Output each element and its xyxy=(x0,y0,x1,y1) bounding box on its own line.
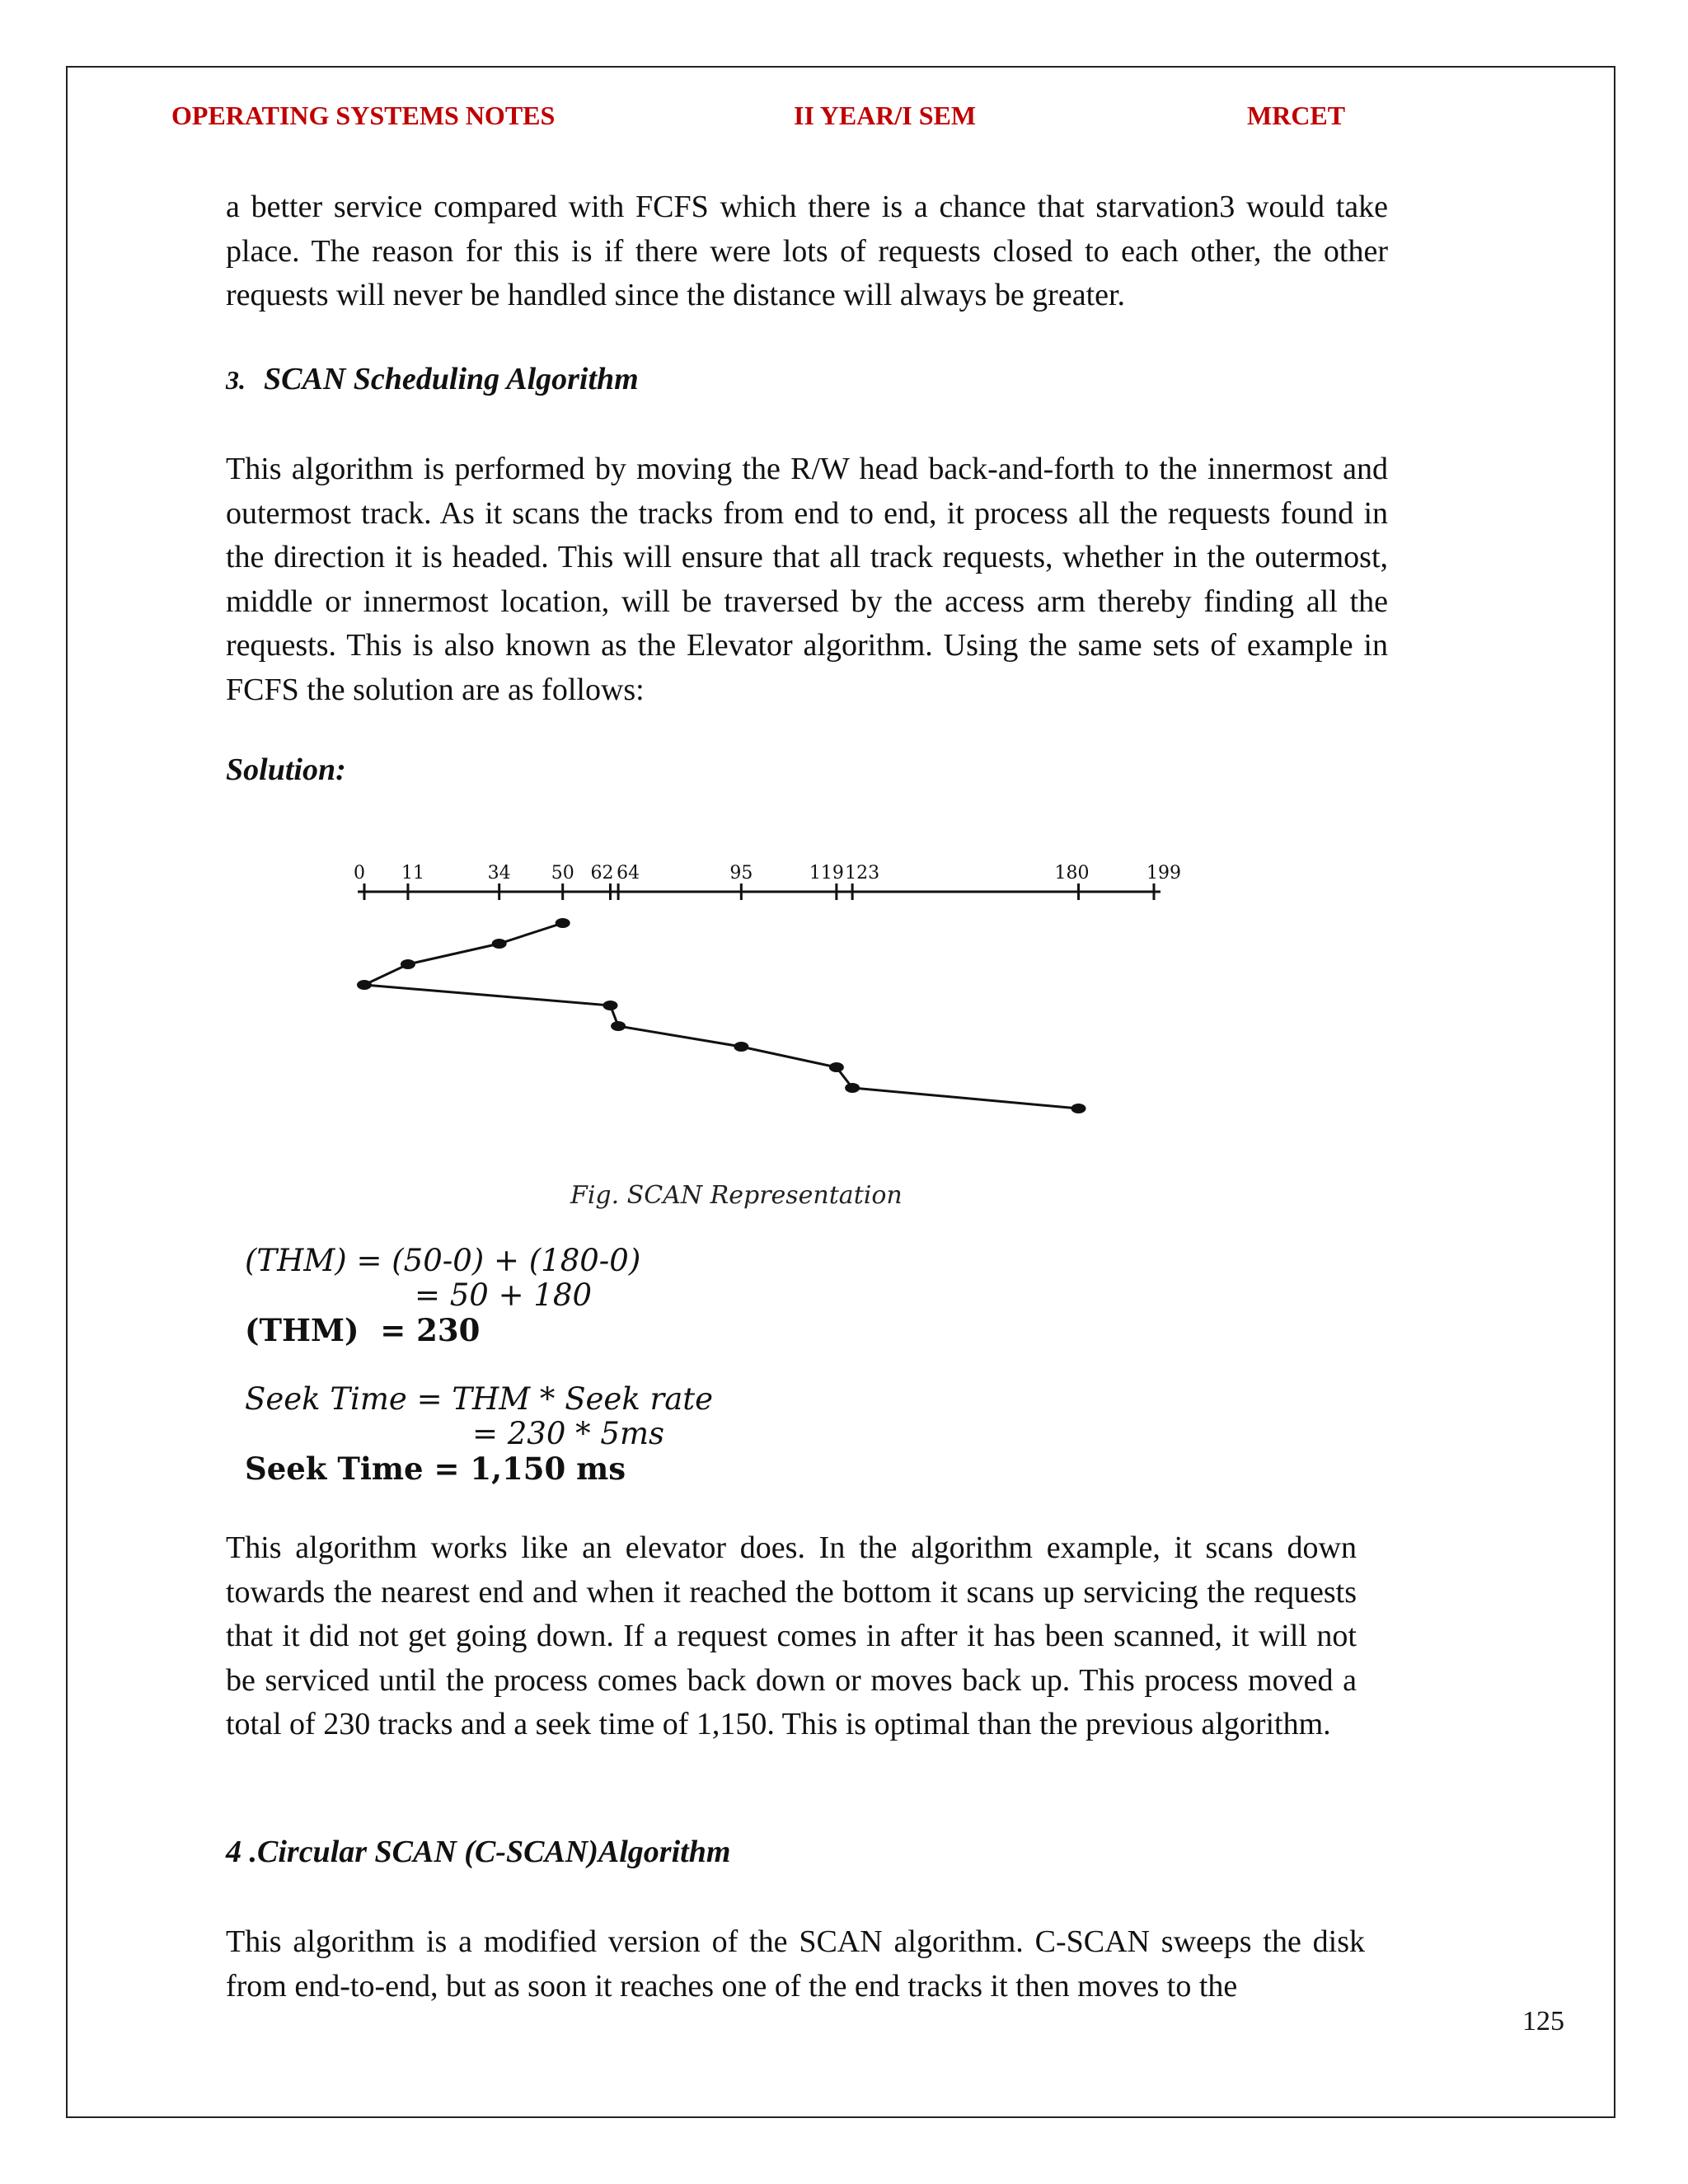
solution-heading: Solution: xyxy=(226,752,346,787)
chart-data-point xyxy=(603,1001,617,1010)
chart-data-point xyxy=(357,980,372,990)
chart-tick-label: 199 xyxy=(1146,863,1181,883)
page-number: 125 xyxy=(1522,2006,1564,2036)
scan-heading xyxy=(226,361,639,397)
header-course: OPERATING SYSTEMS NOTES xyxy=(171,101,556,130)
chart-tick-label: 0 xyxy=(354,863,365,883)
chart-tick-label: 64 xyxy=(617,863,640,883)
thm-formula-line1: (THM) = (50-0) + (180-0) xyxy=(245,1243,641,1278)
chart-data-point xyxy=(556,918,570,928)
chart-tick-label: 123 xyxy=(845,863,880,883)
chart-data-point xyxy=(845,1083,860,1093)
header-institution: MRCET xyxy=(1247,101,1346,130)
chart-tick-label: 119 xyxy=(809,863,844,883)
chart-data-point xyxy=(734,1042,748,1052)
thm-result-label: (THM) xyxy=(245,1312,359,1348)
elevator-paragraph: This algorithm works like an elevator does. In the algorithm example, it scans down towards the nearest end and when it reached the bottom it scans up servicing the requests that it did not get going down. If a request comes in after it has been scanned, it will not be serviced until the process comes back down or moves back up. This process moved a total of 230 tracks and a seek time of 1,150. This is optimal than the previous algorithm. xyxy=(226,1530,1357,1742)
chart-tick-label: 34 xyxy=(487,863,511,883)
chart-data-point xyxy=(829,1062,844,1072)
chart-ticks xyxy=(354,863,1181,900)
seek-result: Seek Time = 1,150 ms xyxy=(245,1451,626,1487)
chart-tick-label: 11 xyxy=(401,863,424,883)
seek-formula-line1: Seek Time = THM * Seek rate xyxy=(245,1381,714,1417)
thm-result xyxy=(245,1312,480,1348)
scan-heading-title: SCAN Scheduling Algorithm xyxy=(264,362,639,396)
intro-paragraph: a better service compared with FCFS which there is a chance that starvation3 would take place. The reason for this is if there were lots of requests closed to each other, the other requests will never be handled since the distance will always be greater. xyxy=(226,190,1388,313)
chart-head-path xyxy=(357,918,1086,1113)
chart-tick-label: 180 xyxy=(1054,863,1090,883)
chart-tick-label: 62 xyxy=(590,863,614,883)
thm-result-value: = 230 xyxy=(380,1312,481,1348)
scan-chart xyxy=(330,832,1253,1220)
cscan-description: This algorithm is a modified version of the SCAN algorithm. C-SCAN sweeps the disk from end-to-end, but as soon it reaches one of the end tracks it then moves to the xyxy=(226,1924,1365,2004)
chart-data-point xyxy=(492,939,507,949)
chart-series-line xyxy=(364,923,1079,1108)
chart-data-point xyxy=(401,959,415,969)
scan-description: This algorithm is performed by moving the R/W head back-and-forth to the innermost and outermost track. As it scans the tracks from end to end, it process all the requests found in the direction it is headed. This will ensure that all track requests, whether in the outermost, middle or innermost location, will be traversed by the access arm thereby finding all the requests. This is also known as the Elevator algorithm. Using the same sets of example in FCFS the solution are as follows: xyxy=(226,452,1388,707)
cscan-heading: 4 .Circular SCAN (C-SCAN)Algorithm xyxy=(226,1835,731,1869)
chart-data-point xyxy=(1071,1104,1086,1113)
scan-heading-number: 3. xyxy=(226,365,246,395)
chart-tick-label: 50 xyxy=(551,863,574,883)
seek-formula-line2: = 230 * 5ms xyxy=(472,1416,665,1451)
thm-formula-line2: = 50 + 180 xyxy=(415,1277,592,1313)
header-year: II YEAR/I SEM xyxy=(794,101,977,130)
chart-caption: Fig. SCAN Representation xyxy=(570,1181,903,1210)
chart-tick-label: 95 xyxy=(729,863,753,883)
chart-data-point xyxy=(611,1021,626,1031)
